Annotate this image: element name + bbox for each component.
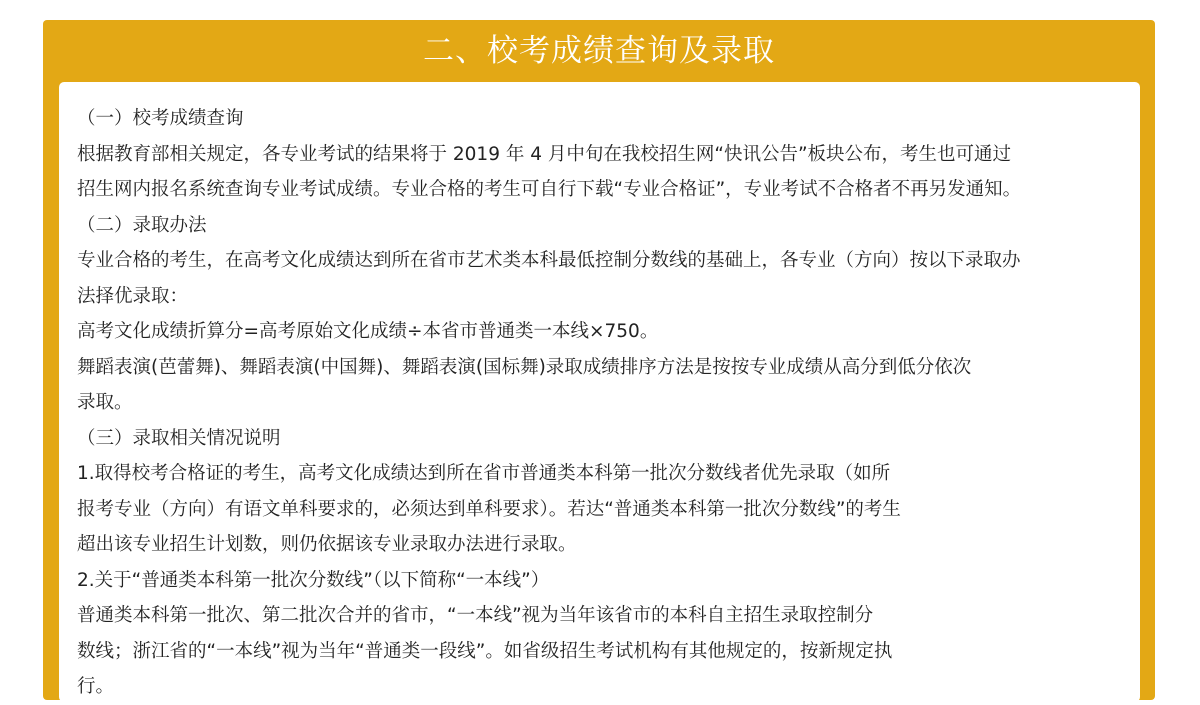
paragraph-line: 行。 (77, 676, 115, 697)
admission-section-panel (43, 20, 1155, 700)
formula-line: 高考文化成绩折算分=高考原始文化成绩÷本省市普通类一本线×750。 (77, 321, 659, 342)
subheading-admission-method: （二）录取办法 (77, 214, 207, 236)
paragraph-line: 2.关于“普通类本科第一批次分数线”（以下简称“一本线”） (77, 569, 550, 591)
paragraph-line: 超出该专业招生计划数，则仍依据该专业录取办法进行录取。 (77, 534, 577, 555)
content-card (59, 82, 1140, 702)
section-body (77, 101, 1139, 705)
subheading-score-query: （一）校考成绩查询 (77, 108, 244, 129)
paragraph-line: 录取。 (77, 392, 133, 413)
subheading-admission-notes: （三）录取相关情况说明 (77, 427, 281, 449)
paragraph-line: 报考专业（方向）有语文单科要求的，必须达到单科要求）。若达“普通类本科第一批次分数线”的考生 (77, 498, 901, 520)
paragraph-line: 专业合格的考生，在高考文化成绩达到所在省市艺术类本科最低控制分数线的基础上，各专业（方向）按以下录取办 (77, 250, 1021, 271)
section-title: 二、校考成绩查询及录取 (423, 33, 775, 69)
paragraph-line: 法择优录取： (77, 285, 189, 307)
paragraph-line: 根据教育部相关规定，各专业考试的结果将于 2019 年 4 月中旬在我校招生网“快讯公告”板块公布，考生也可通过 (77, 143, 1012, 165)
paragraph-line: 数线；浙江省的“一本线”视为当年“普通类一段线”。如省级招生考试机构有其他规定的，按新规定执 (77, 640, 893, 662)
paragraph-line: 1.取得校考合格证的考生，高考文化成绩达到所在省市普通类本科第一批次分数线者优先录取（如所 (77, 463, 891, 484)
paragraph-line: 普通类本科第一批次、第二批次合并的省市，“一本线”视为当年该省市的本科自主招生录取控制分 (77, 605, 874, 626)
paragraph-line: 舞蹈表演(芭蕾舞)、舞蹈表演(中国舞)、舞蹈表演(国标舞)录取成绩排序方法是按按专业成绩从高分到低分依次 (77, 356, 972, 378)
paragraph-line: 招生网内报名系统查询专业考试成绩。专业合格的考生可自行下载“专业合格证”，专业考试不合格者不再另发通知。 (77, 179, 1022, 200)
